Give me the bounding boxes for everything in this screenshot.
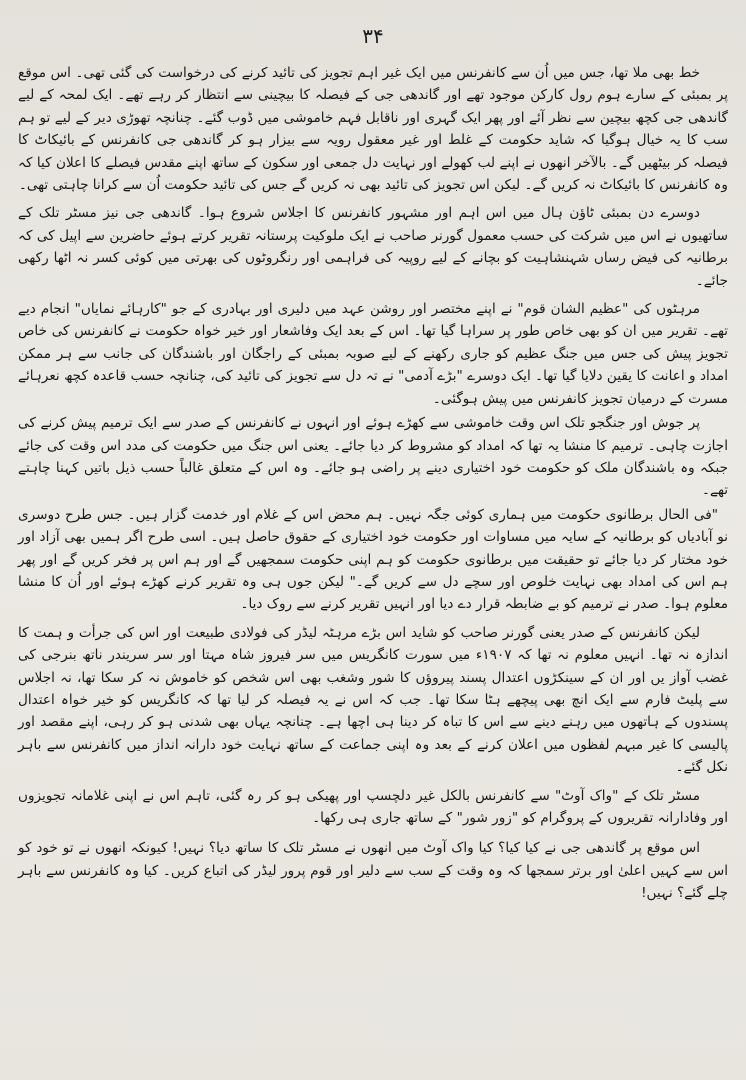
paragraph-3: مرہٹوں کی "عظیم الشان قوم" نے اپنے مختصر اور روشن عہد میں دلیری اور بہادری کے جو "کارہائے نمایاں" انجام دیے تھے۔ تقریر میں ان کو بھی خاص طور پر سراہا گیا تھا۔ اس کے بعد ایک وفاشعار اور خیر خواہ حکومت نے کانفرنس کی خاص تجویز پیش کی جس میں جنگ عظیم کو جاری رکھنے کے لیے صوبہ بمبئی کے راجگان اور باشندگان کی جانب سے ہر ممکن امداد و اعانت کا یقین دلایا گیا تھا۔ ایک دوسرے "بڑے آدمی" نے تہ دل سے تجویز کی تائید کی، چنانچہ حسب قاعدہ کچھ نعرہائے مسرت کے درمیان تجویز کانفرنس میں پیش ہوگئی۔ [18, 301, 728, 407]
paragraph-5-quote: "فی الحال برطانوی حکومت میں ہماری کوئی جگہ نہیں۔ ہم محض اس کے غلام اور خدمت گزار ہیں۔ جس طرح دوسری نو آبادیاں کو برطانیہ کے سایہ میں مساوات اور حکومت خود اختیاری کے حقوق حاصل ہیں۔ اسی طرح اگر ہمیں بھی آزاد اور خود مختار کر دیا جائے تو حقیقت میں برطانوی حکومت کو ہم اپنی حکومت سمجھیں گے اور ہم اس پر فخر کریں گے اور پھر ہم اس کی امداد بھی نہایت خلوص اور سچے دل سے کریں گے۔" لیکن جوں ہی وہ تقریر کرنے کھڑے ہوئے اور اُن کا منشا معلوم ہوا۔ صدر نے ترمیم کو بے ضابطہ قرار دے دیا اور انہیں تقریر کرنے سے روک دیا۔ [18, 506, 728, 613]
paragraph-1: خط بھی ملا تھا، جس میں اُن سے کانفرنس میں ایک غیر اہم تجویز کی تائید کرنے کی درخواست کی گئی تھی۔ اس موقع پر بمبئی کے سارے ہوم رول کارکن موجود تھے اور گاندھی جی کے فیصلہ کا بیچینی سے انتظار کر رہے تھے۔ ایک لمحہ کے لیے گاندھی جی کچھ بیچین سے نظر آئے اور پھر ایک گہری اور ناقابل فہم خاموشی میں ڈوب گئے۔ چنانچہ تھوڑی دیر کے لیے تو ہم سب کا یہ خیال ہوگیا کہ شاید حکومت کے غلط اور غیر معقول رویہ سے بیزار ہو کر گاندھی جی کانفرنس کے بائیکاٹ کا فیصلہ کر بیٹھیں گے۔ بالآخر انھوں نے اپنے لب کھولے اور نہایت دل جمعی اور سکون کے ساتھ اپنے مقدس فیصلے کا اعلان کیا کہ وہ کانفرنس کا بائیکاٹ نہ کریں گے۔ لیکن اس تجویز کی تائید بھی نہ کریں گے جس کی تائید حکومت اُن سے کرانا چاہتی تھی۔ [18, 65, 728, 194]
paragraph-7: مسٹر تلک کے "واک آوٹ" سے کانفرنس بالکل غیر دلچسپ اور پھیکی ہو کر رہ گئی، تاہم اس نے اپنی غلامانہ تجویزوں اور وفادارانہ تقریروں کے پروگرام کو "زور شور" کے ساتھ جاری ہی رکھا۔ [18, 787, 728, 826]
paragraph-2: دوسرے دن بمبئی ٹاؤن ہال میں اس اہم اور مشہور کانفرنس کا اجلاس شروع ہوا۔ گاندھی جی نیز مسٹر تلک کے ساتھیوں نے اس میں شرکت کی حسب معمول گورنر صاحب نے ایک ملوکیت پرستانہ تقریر کرتے ہوئے حاضرین سے اپیل کی کہ برطانیہ کی فیض رساں شہنشاہیت کو بچانے کے لیے روپیہ کی فراہمی اور رنگروٹوں کی بھرتی میں کوئی کسر نہ اٹھا رکھی جائے۔ [18, 205, 728, 289]
paragraph-4: پر جوش اور جنگجو تلک اس وقت خاموشی سے کھڑے ہوئے اور انہوں نے کانفرنس کے صدر سے ایک ترمیم پیش کرنے کی اجازت چاہی۔ ترمیم کا منشا یہ تھا کہ امداد کو مشروط کر دیا جائے۔ یعنی اس جنگ میں حکومت کی مدد اس وقت کی جائے جبکہ وہ باشندگان ملک کو حکومت خود اختیاری دینے پر راضی ہو جائے۔ وہ اس کے متعلق غالباً حسب ذیل باتیں کہنا چاہتے تھے۔ [18, 415, 728, 499]
paragraph-8: اس موقع پر گاندھی جی نے کیا کیا؟ کیا واک آوٹ میں انھوں نے مسٹر تلک کا ساتھ دیا؟ نہیں! کیونکہ انھوں نے تو خود کو اس سے کہیں اعلیٰ اور برتر سمجھا کہ وہ وقت کے سب سے دلیر اور قوم پرور لیڈر کی اتباع کریں۔ کیا وہ کانفرنس سے باہر چلے گئے؟ نہیں! [18, 840, 728, 902]
paragraph-6: لیکن کانفرنس کے صدر یعنی گورنر صاحب کو شاید اس بڑے مرہٹہ لیڈر کی فولادی طبیعت اور اس کی جرأت و ہمت کا اندازہ نہ تھا۔ انہیں معلوم نہ تھا کہ ۱۹۰۷ء میں سورت کانگریس میں سر فیروز شاہ مہتا اور سر سریندر ناتھ بنرجی کی غضب آواز یں اور ان کے سینکڑوں اعتدال پسند پیروؤں کا شور وشغب بھی اس شخص کو خاموش نہ کر سکا تھا، نہ اجلاس سے پلیٹ فارم سے ایک انچ بھی پیچھے ہٹا سکا تھا۔ جب کہ اس نے یہ فیصلہ کر لیا تھا کہ کانگریس کو خیر خواہ اعتدال پسندوں کے ہاتھوں میں رہنے دینے سے اس کا تباہ کر دینا ہی اچھا ہے۔ چنانچہ یہاں بھی شدنی ہو کر رہی، اپنے مقصد اور پالیسی کا غیر مبہم لفظوں میں اعلان کرنے کے بعد وہ اپنی جماعت کے ساتھ نہایت خود دارانہ انداز میں کانفرنس سے باہر نکل گئے۔ [18, 624, 729, 776]
page-number: ۳۴ [362, 24, 384, 48]
page-body [18, 62, 728, 905]
